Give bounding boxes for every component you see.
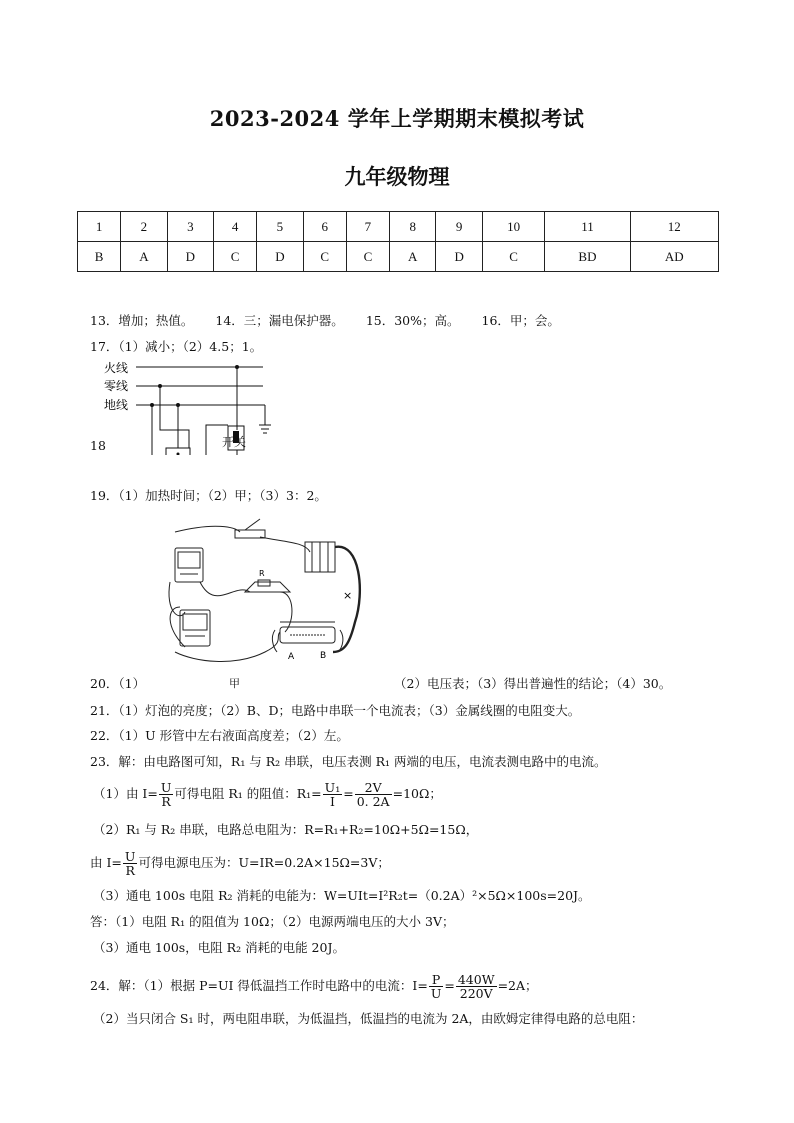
answer-table-answer-row (78, 242, 719, 272)
page-subtitle: 九年级物理 (344, 164, 450, 189)
fraction-numerator: 440W (457, 972, 495, 987)
question-number-cell: 11 (545, 212, 630, 242)
cross-mark: × (343, 589, 353, 602)
answer-cell: D (257, 242, 303, 272)
fraction-denominator: R (161, 794, 171, 809)
answer-23-conclusion-2: （3）通电 100s，电阻 R₂ 消耗的电能 20J。 (93, 940, 345, 955)
answer-cell: C (303, 242, 346, 272)
question-number-cell: 6 (303, 212, 346, 242)
question-number-cell: 12 (630, 212, 718, 242)
q24-text-c: =2A； (497, 978, 538, 993)
fraction-denominator: U (430, 986, 442, 1001)
fraction-u1-over-i (323, 781, 343, 808)
answer-24-step2: （2）当只闭合 S₁ 时，两电阻串联，为低温挡，低温挡的电流为 2A，由欧姆定律得电路的总电阻： (93, 1011, 644, 1026)
step1-text-c: = (343, 786, 354, 801)
answer-cell: C (346, 242, 389, 272)
answer-24-step1 (90, 973, 538, 1000)
fraction-denominator: 220V (459, 986, 493, 1001)
answer-22: 22．（1）U 形管中左右液面高度差；（2）左。 (90, 728, 349, 743)
figure-label-jia: 甲 (229, 677, 240, 690)
fraction-2v-over-02a (355, 781, 392, 808)
page-title: 2023-2024 学年上学期期末模拟考试 (209, 106, 585, 131)
answer-18-number: 18 (90, 438, 106, 453)
step2b-text-b: 可得电源电压为：U=IR=0.2A×15Ω=3V； (138, 855, 390, 870)
fraction-p-over-u (429, 973, 444, 1000)
question-number-cell: 9 (436, 212, 482, 242)
fraction-denominator: I (329, 794, 335, 809)
answer-13: 13．增加；热值。 (90, 313, 194, 328)
fraction-u-over-r (159, 781, 174, 808)
answer-cell: AD (630, 242, 718, 272)
answer-23-step3: （3）通电 100s 电阻 R₂ 消耗的电能为：W=UIt=I²R₂t=（0.2A）²×5Ω×100s=20J。 (93, 888, 591, 903)
answer-23-step1 (93, 781, 442, 808)
fraction-440w-over-220v (456, 973, 497, 1000)
switch-label: 开关 (222, 435, 247, 449)
q24-text-b: = (444, 978, 455, 993)
answer-cell: C (214, 242, 257, 272)
question-number-cell: 10 (482, 212, 545, 242)
fraction-numerator: U₁ (324, 780, 341, 795)
fraction-numerator: U (124, 849, 136, 864)
answer-23-conclusion-1: 答：（1）电阻 R₁ 的阻值为 10Ω；（2）电源两端电压的大小 3V； (90, 914, 455, 929)
fraction-numerator: U (160, 780, 172, 795)
resistor-label: R (259, 569, 265, 578)
answer-cell: A (121, 242, 167, 272)
answer-cell: BD (545, 242, 630, 272)
answer-17: 17．（1）减小；（2）4.5；1。 (90, 339, 263, 354)
answer-15: 15．30%；高。 (365, 313, 460, 328)
household-wiring-diagram (88, 355, 288, 455)
question-number-cell: 4 (214, 212, 257, 242)
neutral-wire-label: 零线 (104, 379, 129, 393)
answer-cell: A (390, 242, 436, 272)
terminal-a-label: A (288, 652, 295, 662)
step1-text-a: （1）由 I= (93, 786, 158, 801)
answers-13-16 (90, 313, 560, 329)
question-number-cell: 7 (346, 212, 389, 242)
answer-cell: C (482, 242, 545, 272)
answer-20-prefix: 20．（1） (90, 676, 146, 691)
step1-text-d: =10Ω； (392, 786, 442, 801)
answer-23-intro: 23．解：由电路图可知，R₁ 与 R₂ 串联，电压表测 R₁ 两端的电压，电流表测电路中的电流。 (90, 754, 607, 769)
question-number-cell: 2 (121, 212, 167, 242)
fraction-denominator: R (125, 863, 135, 878)
answer-table (77, 211, 719, 272)
question-number-cell: 1 (78, 212, 121, 242)
fraction-denominator: 0. 2A (356, 794, 390, 809)
live-wire-label: 火线 (104, 361, 129, 375)
fraction-numerator: P (429, 973, 444, 987)
answer-16: 16．甲；会。 (481, 313, 560, 328)
circuit-connection-figure (155, 512, 370, 667)
answer-cell: D (167, 242, 213, 272)
answer-23-step2b (90, 850, 390, 877)
step2b-text-a: 由 I= (90, 855, 122, 870)
q24-text-a: 24．解：（1）根据 P=UI 得低温挡工作时电路中的电流：I= (90, 978, 428, 993)
answer-19: 19．（1）加热时间；（2）甲；（3）3：2。 (90, 488, 327, 503)
question-number-cell: 5 (257, 212, 303, 242)
question-number-cell: 8 (390, 212, 436, 242)
answer-cell: D (436, 242, 482, 272)
answer-23-step2: （2）R₁ 与 R₂ 串联，电路总电阻为：R=R₁+R₂=10Ω+5Ω=15Ω， (93, 822, 479, 837)
step1-text-b: 可得电阻 R₁ 的阻值：R₁= (174, 786, 322, 801)
fraction-numerator: 2V (355, 781, 392, 795)
answer-cell: B (78, 242, 121, 272)
fraction-u-over-r-2 (123, 850, 138, 877)
answer-table-number-row (78, 212, 719, 242)
terminal-b-label: B (320, 651, 327, 661)
ground-wire-label: 地线 (104, 398, 129, 412)
answer-21: 21．（1）灯泡的亮度；（2）B、D；电路中串联一个电流表；（3）金属线圈的电阻变大。 (90, 703, 581, 718)
answer-14: 14．三；漏电保护器。 (215, 313, 344, 328)
question-number-cell: 3 (167, 212, 213, 242)
answer-20-rest: （2）电压表；（3）得出普遍性的结论；（4）30。 (394, 676, 672, 691)
